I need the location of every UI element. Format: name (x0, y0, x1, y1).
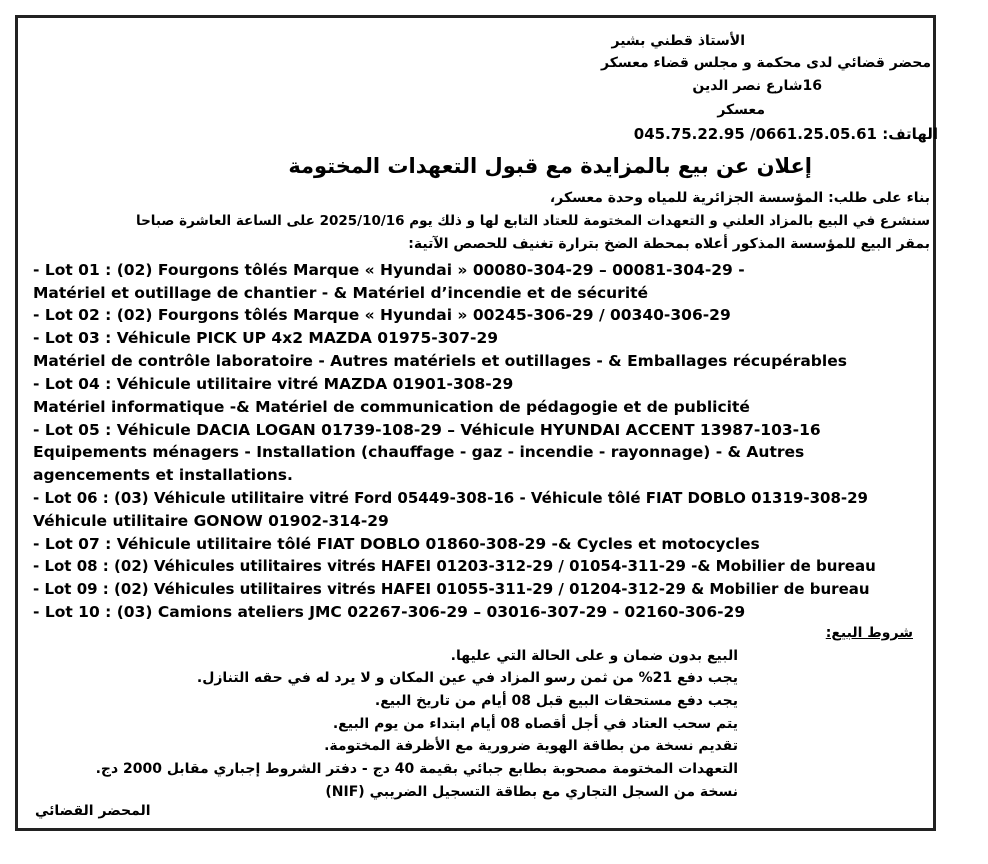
lot-line: - Lot 09 : (02) Véhicules utilitaires vitrés HAFEI 01055-311-29 / 01204-312-29 & Mobilier de bureau (33, 580, 870, 598)
condition-item: تقديم نسخة من بطاقة الهوية ضرورية مع الأظرفة المختومة. (324, 738, 738, 754)
lot-line: - Lot 05 : Véhicule DACIA LOGAN 01739-108-29 – Véhicule HYUNDAI ACCENT 13987-103-16 (33, 421, 821, 439)
lot-line: - Lot 01 : (02) Fourgons tôlés Marque « Hyundai » 00080-304-29 – 00081-304-29 - (33, 261, 745, 279)
bailiff-phone: الهاتف: 0661.25.05.61/ 045.75.22.95 (633, 125, 938, 143)
lot-line: - Lot 08 : (02) Véhicules utilitaires vitrés HAFEI 01203-312-29 / 01054-311-29 -& Mobilier de bureau (33, 557, 876, 575)
lot-line: - Lot 03 : Véhicule PICK UP 4x2 MAZDA 01975-307-29 (33, 329, 499, 347)
condition-item: يجب دفع مستحقات البيع قبل 08 أيام من تاريخ البيع. (374, 693, 738, 709)
signature: المحضر القضائي (35, 803, 151, 819)
conditions-title: شروط البيع: (825, 625, 913, 641)
bailiff-street: 16شارع نصر الدين (692, 78, 822, 94)
intro-line: سنشرع في البيع بالمزاد العلني و التعهدات المختومة للعتاد التابع لها و ذلك يوم 2025/10/16 على الساعة العاشرة صباحا (136, 213, 930, 229)
condition-item: يجب دفع 21% من ثمن رسو المزاد في عين المكان و لا يرد له في حقه التنازل. (196, 670, 738, 686)
intro-line: بناء على طلب: المؤسسة الجزائرية للمياه وحدة معسكر، (549, 190, 930, 206)
bailiff-city: معسكر (717, 102, 765, 118)
intro-line: بمقر البيع للمؤسسة المذكور أعلاه بمحطة الضخ بترارة تغنيف للحصص الآتية: (408, 236, 930, 252)
lot-line: - Lot 10 : (03) Camions ateliers JMC 02267-306-29 – 03016-307-29 - 02160-306-29 (33, 603, 746, 621)
lot-line: Equipements ménagers - Installation (chauffage - gaz - incendie - rayonnage) - & Autres (33, 443, 805, 461)
lot-line: - Lot 04 : Véhicule utilitaire vitré MAZDA 01901-308-29 (33, 375, 514, 393)
notice-title: إعلان عن بيع بالمزايدة مع قبول التعهدات المختومة (288, 154, 812, 178)
lot-line: Matériel et outillage de chantier - & Matériel d’incendie et de sécurité (33, 284, 649, 302)
condition-item: البيع بدون ضمان و على الحالة التي عليها. (450, 648, 738, 664)
lot-line: Matériel de contrôle laboratoire - Autres matériels et outillages - & Emballages récupérables (33, 352, 847, 370)
lot-line: - Lot 02 : (02) Fourgons tôlés Marque « Hyundai » 00245-306-29 / 00340-306-29 (33, 306, 731, 324)
lot-line: - Lot 06 : (03) Véhicule utilitaire vitré Ford 05449-308-16 - Véhicule tôlé FIAT DOBLO 01319-308-29 (33, 489, 868, 507)
condition-item: التعهدات المختومة مصحوبة بطابع جبائي بقيمة 40 دج - دفتر الشروط إجباري مقابل 2000 دج. (95, 761, 738, 777)
lot-line: agencements et installations. (33, 466, 293, 484)
condition-item: نسخة من السجل التجاري مع بطاقة التسجيل الضريبي (NIF) (325, 784, 738, 800)
bailiff-name: الأستاذ قطني بشير (611, 33, 745, 49)
condition-item: يتم سحب العتاد في أجل أقصاه 08 أيام ابتداء من يوم البيع. (332, 716, 738, 732)
lot-line: Véhicule utilitaire GONOW 01902-314-29 (33, 512, 389, 530)
lot-line: - Lot 07 : Véhicule utilitaire tôlé FIAT DOBLO 01860-308-29 -& Cycles et motocycles (33, 535, 760, 553)
lot-line: Matériel informatique -& Matériel de communication de pédagogie et de publicité (33, 398, 750, 416)
bailiff-role: محضر قضائي لدى محكمة و مجلس قضاء معسكر (601, 55, 931, 71)
